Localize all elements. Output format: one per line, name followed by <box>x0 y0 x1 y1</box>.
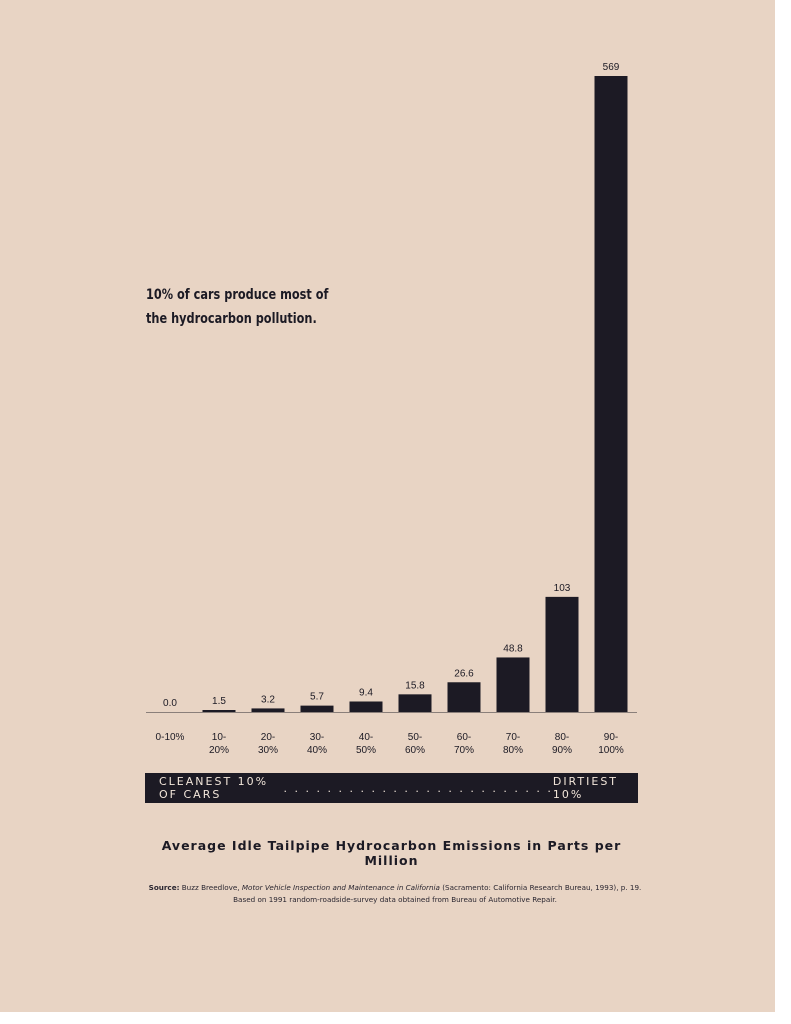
source-line-1 <box>80 882 710 894</box>
category-label-3-1: 40% <box>306 745 328 756</box>
bar-6 <box>448 682 481 712</box>
category-label-1-0: 10- <box>211 732 227 743</box>
category-label-2-0: 20- <box>260 732 276 743</box>
category-label-9-0: 90- <box>603 732 619 743</box>
value-label-2: 3.2 <box>261 694 275 706</box>
bar-1 <box>203 710 236 712</box>
category-label-9-1: 100% <box>598 745 624 756</box>
category-label-4-0: 40- <box>358 732 374 743</box>
bar-8 <box>546 597 579 712</box>
bar-5 <box>399 694 432 712</box>
category-label-5-1: 60% <box>404 745 426 756</box>
value-label-0: 0.0 <box>163 698 177 709</box>
source-title: Motor Vehicle Inspection and Maintenance in California <box>241 883 440 892</box>
category-label-6-0: 60- <box>456 732 472 743</box>
source-note <box>80 882 710 906</box>
chart-caption: Average Idle Tailpipe Hydrocarbon Emissions in Parts per Million <box>161 838 622 868</box>
category-label-3-0: 30- <box>309 732 325 743</box>
category-label-6-1: 70% <box>453 745 475 756</box>
category-label-7-0: 70- <box>505 732 521 743</box>
source-label: Source: <box>148 883 180 892</box>
category-label-0-0: 0-10% <box>155 732 185 743</box>
bar-9 <box>595 76 628 712</box>
category-label-8-1: 90% <box>551 745 573 756</box>
value-label-3: 5.7 <box>310 691 324 703</box>
value-label-8: 103 <box>553 582 571 594</box>
value-label-6: 26.6 <box>454 668 474 680</box>
category-label-2-1: 30% <box>257 745 279 756</box>
value-label-4: 9.4 <box>359 687 373 699</box>
value-label-1: 1.5 <box>212 696 226 707</box>
banner-dots: . . . . . . . . . . . . . . . . . . . . . . . . . <box>283 781 553 795</box>
category-label-1-1: 20% <box>208 745 230 756</box>
source-rest: (Sacramento: California Research Bureau, 1993), p. 19. <box>442 883 642 892</box>
source-line-2: Based on 1991 random-roadside-survey data obtained from Bureau of Automotive Repair. <box>233 895 557 904</box>
category-label-8-0: 80- <box>554 732 570 743</box>
banner-left-label: CLEANEST 10% OF CARS <box>159 775 269 801</box>
bar-3 <box>301 706 334 712</box>
annotation-line-2: the hydrocarbon pollution. <box>146 311 317 327</box>
source-author: Buzz Breedlove, <box>181 883 240 892</box>
bar-4 <box>350 701 383 712</box>
bar-7 <box>497 657 530 712</box>
cleanest-dirtiest-banner <box>145 773 638 803</box>
annotation-line-1: 10% of cars produce most of <box>146 287 329 303</box>
banner-right-label: DIRTIEST 10% <box>552 775 619 801</box>
category-label-4-1: 50% <box>355 745 377 756</box>
value-label-5: 15.8 <box>405 680 425 692</box>
category-label-7-1: 80% <box>502 745 524 756</box>
value-label-9: 569 <box>602 62 620 73</box>
value-label-7: 48.8 <box>503 643 523 655</box>
bar-2 <box>252 708 285 712</box>
category-label-5-0: 50- <box>407 732 423 743</box>
